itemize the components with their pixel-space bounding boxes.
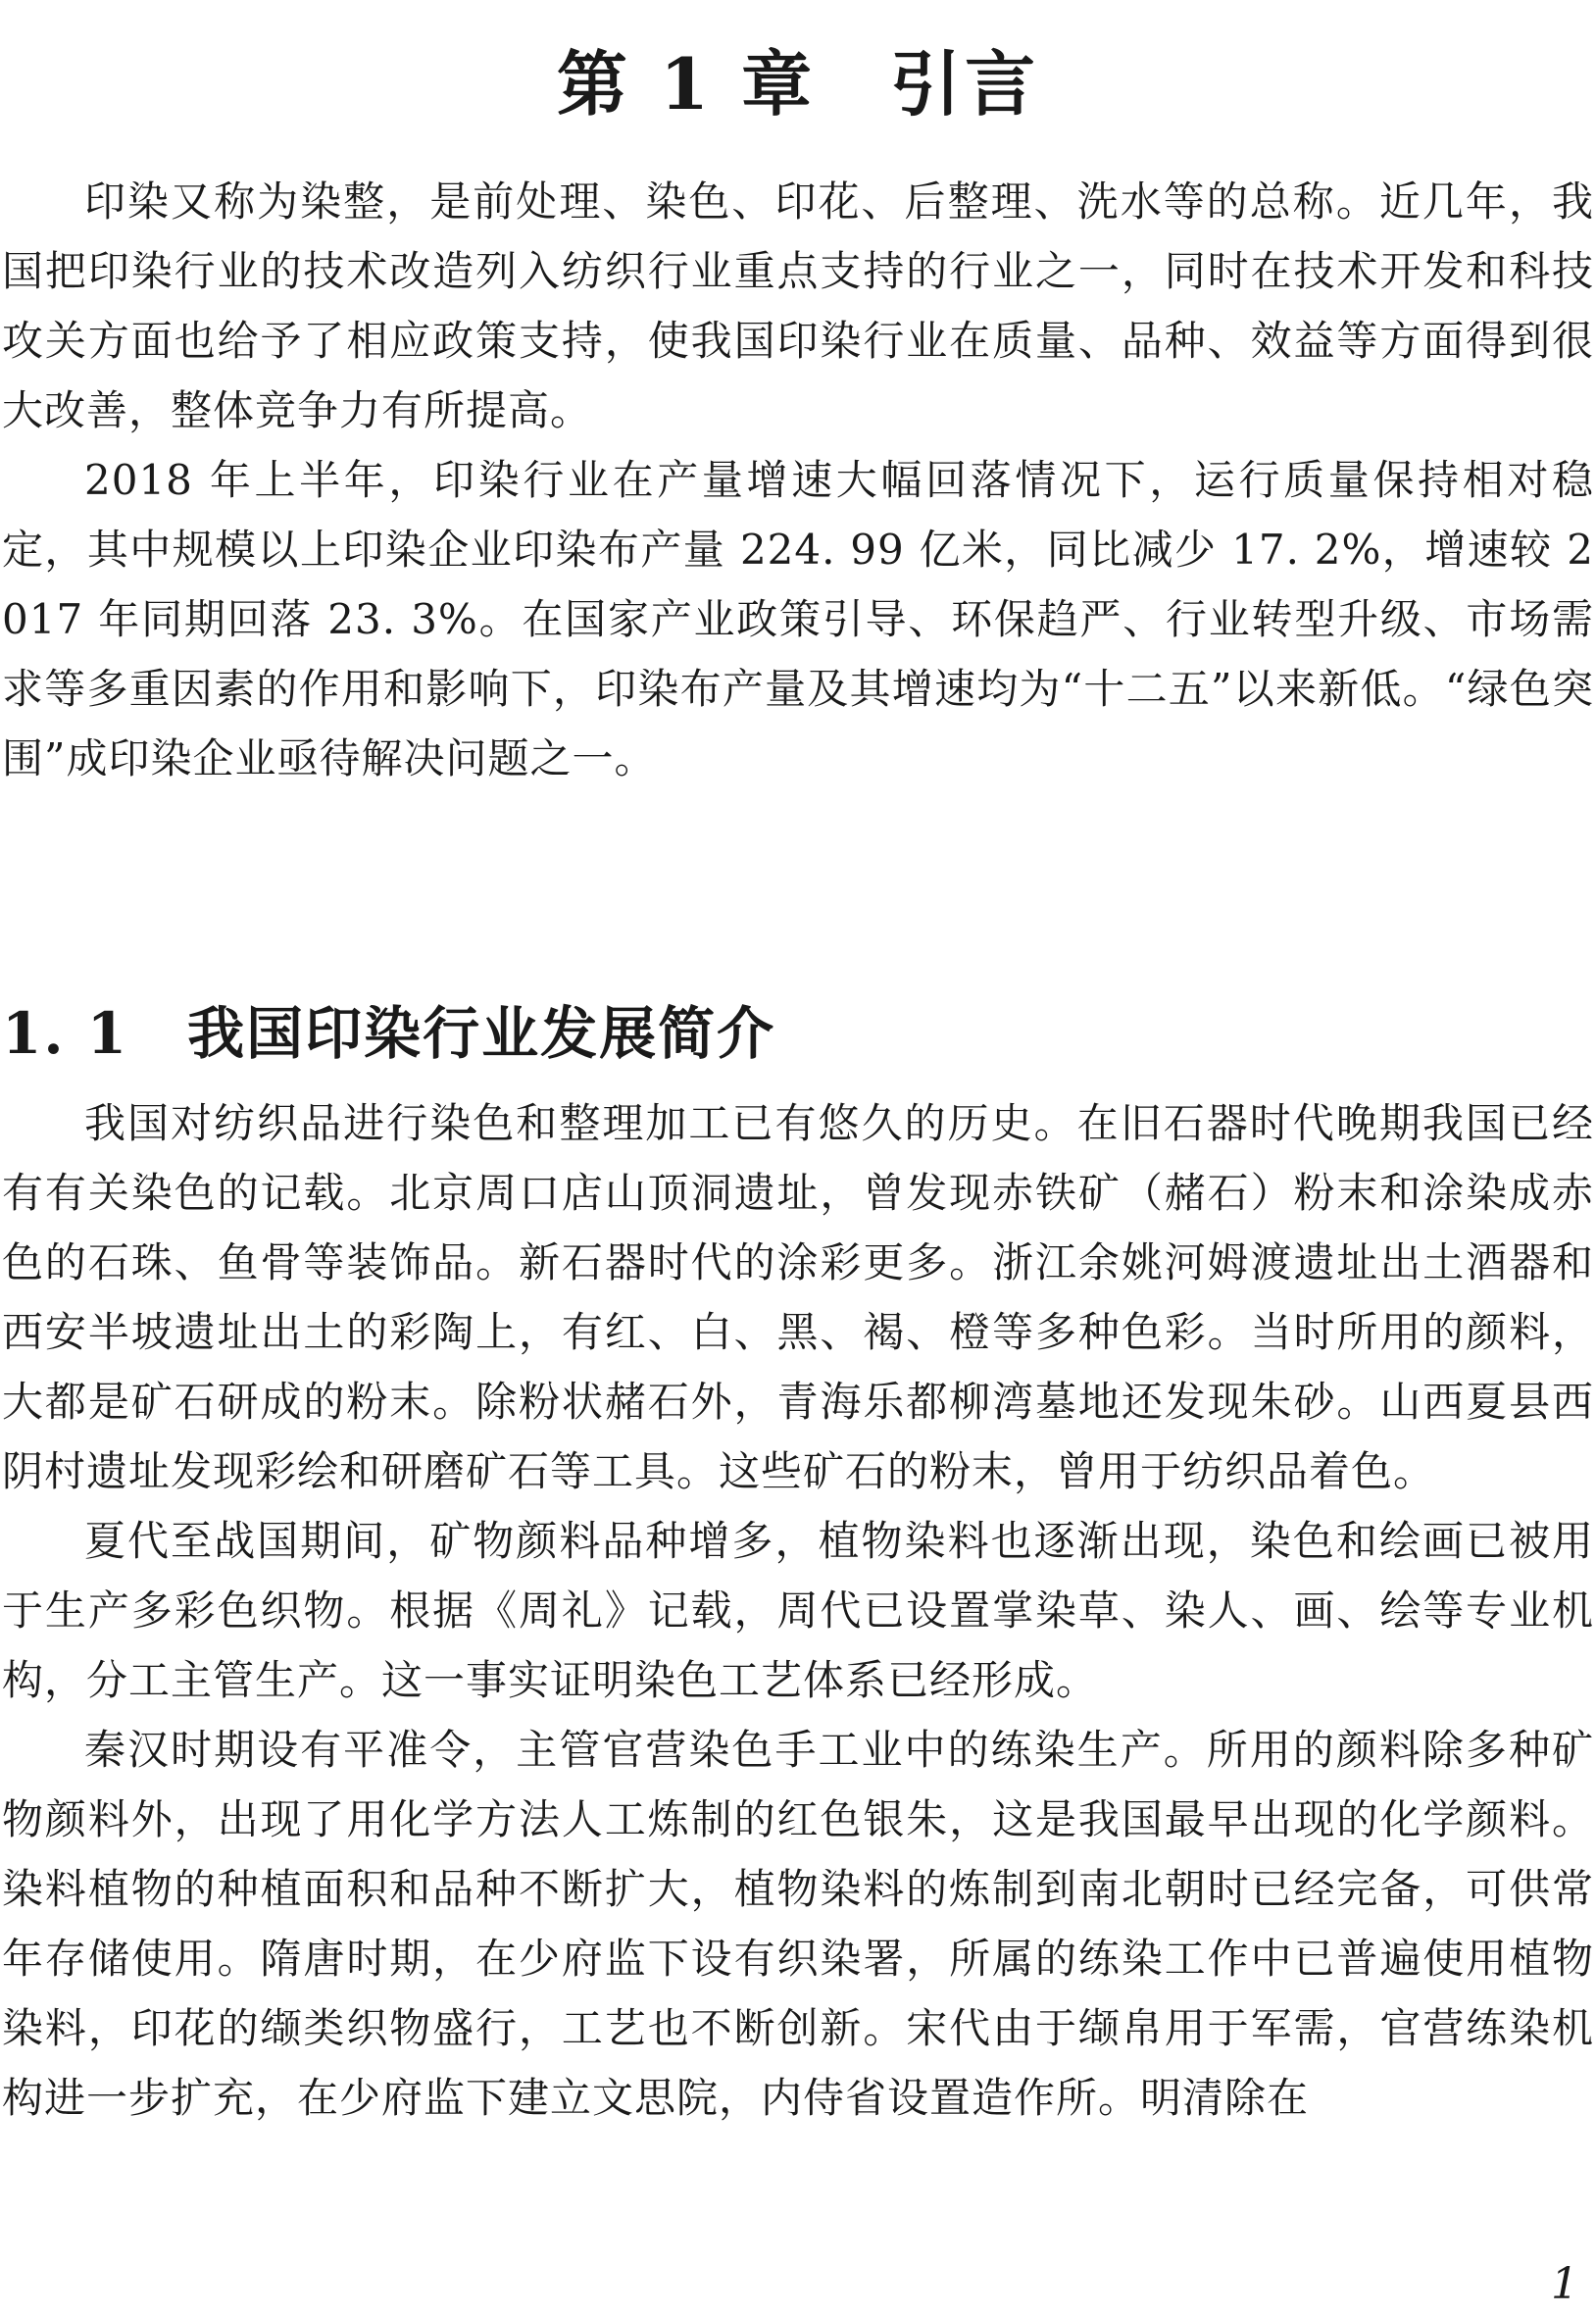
section-text-block	[2, 1088, 1594, 2133]
section-heading: 1. 1 我国印染行业发展简介	[2, 1000, 776, 1068]
chapter-title: 第 1 章 引言	[556, 42, 1040, 126]
intro-paragraph-2: 2018 年上半年，印染行业在产量增速大幅回落情况下，运行质量保持相对稳定，其中规模以上印染企业印染布产量 224. 99 亿米，同比减少 17. 2%，增速较 2017 年同期回落 23. 3%。在国家产业政策引导、环保趋严、行业转型升级、市场需求等多重因素的作用和影响下，印染布产量及其增速均为“十二五”以来新低。“绿色突围”成印染企业亟待解决问题之一。	[2, 456, 1594, 782]
section-paragraph-3: 秦汉时期设有平准令，主管官营染色手工业中的练染生产。所用的颜料除多种矿物颜料外，出现了用化学方法人工炼制的红色银朱，这是我国最早出现的化学颜料。染料植物的种植面积和品种不断扩大，植物染料的炼制到南北朝时已经完备，可供常年存储使用。隋唐时期，在少府监下设有织染署，所属的练染工作中已普遍使用植物染料，印花的缬类织物盛行，工艺也不断创新。宋代由于缬帛用于军需，官营练染机构进一步扩充，在少府监下建立文思院，内侍省设置造作所。明清除在	[2, 1726, 1594, 2122]
section-paragraph-2: 夏代至战国期间，矿物颜料品种增多，植物染料也逐渐出现，染色和绘画已被用于生产多彩色织物。根据《周礼》记载，周代已设置掌染草、染人、画、绘等专业机构，分工主管生产。这一事实证明染色工艺体系已经形成。	[2, 1517, 1594, 1704]
intro-text-block	[2, 167, 1594, 793]
intro-paragraph-1: 印染又称为染整，是前处理、染色、印花、后整理、洗水等的总称。近几年，我国把印染行业的技术改造列入纺织行业重点支持的行业之一，同时在技术开发和科技攻关方面也给予了相应政策支持，使我国印染行业在质量、品种、效益等方面得到很大改善，整体竞争力有所提高。	[2, 177, 1594, 434]
section-paragraph-1: 我国对纺织品进行染色和整理加工已有悠久的历史。在旧石器时代晚期我国已经有有关染色的记载。北京周口店山顶洞遗址，曾发现赤铁矿（赭石）粉末和涂染成赤色的石珠、鱼骨等装饰品。新石器时代的涂彩更多。浙江余姚河姆渡遗址出土酒器和西安半坡遗址出土的彩陶上，有红、白、黑、褐、橙等多种色彩。当时所用的颜料，大都是矿石研成的粉末。除粉状赭石外，青海乐都柳湾墓地还发现朱砂。山西夏县西阴村遗址发现彩绘和研磨矿石等工具。这些矿石的粉末，曾用于纺织品着色。	[2, 1099, 1594, 1495]
page-number: 1	[1551, 2259, 1578, 2309]
